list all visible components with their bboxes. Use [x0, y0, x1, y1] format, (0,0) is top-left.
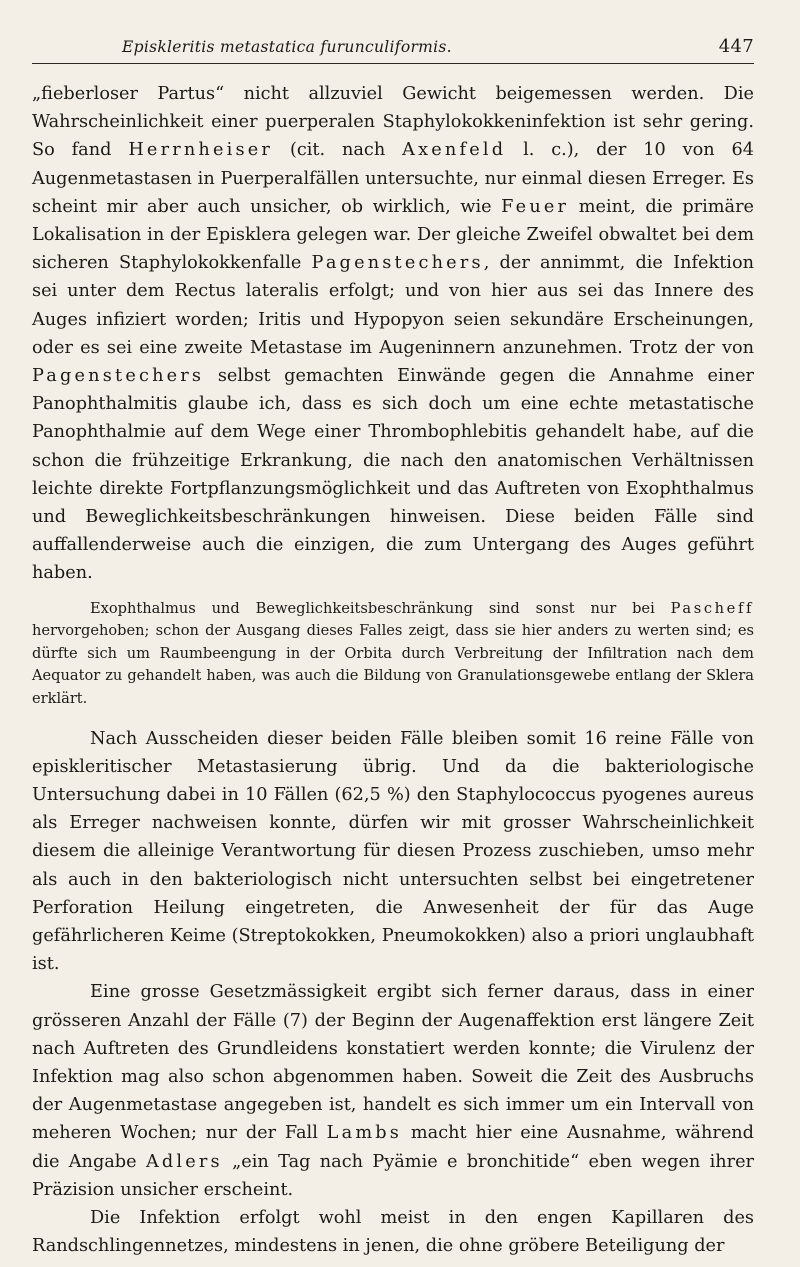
running-head	[32, 36, 754, 64]
running-title: Episkleritis metastatica furunculiformis.	[122, 38, 452, 56]
author-name: Feuer	[501, 196, 570, 217]
author-name: Pascheff	[670, 599, 754, 617]
text-run: „fieberloser Partus“ nicht allzuviel Gewicht beigemessen werden. Die Wahrscheinlichkeit einer puerperalen Staphylokokkeninfektion ist sehr gering. So fand	[32, 84, 754, 161]
paragraph	[32, 80, 754, 588]
main-text	[32, 80, 754, 1260]
footnote	[32, 598, 754, 711]
author-name: Adlers	[145, 1151, 223, 1172]
page-number: 447	[718, 36, 754, 57]
text-run: hervorgehoben; schon der Ausgang dieses Falles zeigt, dass sie hier anders zu werten sind; es dürfte sich um Raumbeengung in der Orbita durch Verbreitung der Infiltration nach dem Aequator zu gehandelt haben, was auch die Bildung von Granulationsgewebe entlang der Sklera erklärt.	[32, 622, 754, 708]
text-run: Exophthalmus und Beweglichkeitsbeschränkung sind sonst nur bei	[90, 599, 671, 617]
text-run: l. c.), der 10 von 64 Augenmetastasen in Puerperalfällen untersuchte, nur einmal diesen Erreger. Es scheint mir aber auch unsicher, ob wirklich, wie	[32, 140, 755, 217]
text-run: Die Infektion erfolgt wohl meist in den engen Kapillaren des Randschlingennetzes, mindestens in jenen, die ohne gröbere Beteiligung der	[32, 1208, 754, 1257]
text-run: Nach Ausscheiden dieser beiden Fälle bleiben somit 16 reine Fälle von episkleritischer Metastasierung übrig. Und da die bakteriologische Untersuchung dabei in 10 Fällen (62,5 %) den Staphylococcus pyogenes aureus als Erreger nachweisen konnte, dürfen wir mit grosser Wahrscheinlichkeit diesem die alleinige Verantwortung für diesen Prozess zuschieben, umso mehr als auch in den bakteriologisch nicht untersuchten selbst bei eingetretener Perforation Heilung eingetreten, die Anwesenheit der für das Auge gefährlicheren Keime (Streptokokken, Pneumokokken) also a priori unglaubhaft ist.	[32, 728, 754, 975]
author-name: Pagenstechers	[311, 253, 484, 274]
paragraphs-before-footnote	[32, 80, 754, 588]
paragraph	[32, 978, 754, 1204]
author-name: Herrnheiser	[128, 140, 274, 161]
text-run: selbst gemachten Einwände gegen die Annahme einer Panophthalmitis glaube ich, dass es sich doch um eine echte metastatische Panophthalmie auf dem Wege einer Thrombophlebitis gehandelt habe, auf die schon die frühzeitige Erkrankung, die nach den anatomischen Verhältnissen leichte direkte Fortpflanzungsmöglichkeit und das Auftreten von Exophthalmus und Beweglichkeitsbeschränkungen hinweisen. Diese beiden Fälle sind auffallenderweise auch die einzigen, die zum Untergang des Auges geführt haben.	[32, 366, 754, 584]
paragraph	[32, 725, 754, 979]
text-run: Eine grosse Gesetzmässigkeit ergibt sich ferner daraus, dass in einer grösseren Anzahl der Fälle (7) der Beginn der Augenaffektion erst längere Zeit nach Auftreten des Grundleidens konstatiert werden konnte; die Virulenz der Infektion mag also schon abgenommen haben. Soweit die Zeit des Ausbruchs der Augenmetastase angegeben ist, handelt es sich immer um ein Intervall von meheren Wochen; nur der Fall	[32, 982, 754, 1144]
author-name: Lambs	[326, 1123, 403, 1144]
author-name: Pagenstechers	[32, 366, 205, 387]
text-run: macht hier eine Ausnahme, während die Angabe	[32, 1123, 754, 1172]
paragraph	[32, 1204, 754, 1260]
author-name: Axenfeld	[402, 140, 507, 161]
text-run: (cit. nach	[273, 140, 403, 161]
text-run: „ein Tag nach Pyämie e bronchitide“ eben wegen ihrer Präzision unsicher erscheint.	[32, 1151, 755, 1200]
paragraphs-after-footnote	[32, 725, 754, 1261]
paragraph	[32, 598, 754, 711]
text-run: meint, die primäre Lokalisation in der Episklera gelegen war. Der gleiche Zweifel obwaltet bei dem sicheren Staphylokokkenfalle	[32, 196, 754, 274]
text-run: , der annimmt, die Infektion sei unter dem Rectus lateralis erfolgt; und von hier aus sei das Innere des Auges infiziert worden; Iritis und Hypopyon seien sekundäre Erscheinungen, oder es sei eine zweite Metastase im Augeninnern anzunehmen. Trotz der von	[32, 253, 755, 358]
